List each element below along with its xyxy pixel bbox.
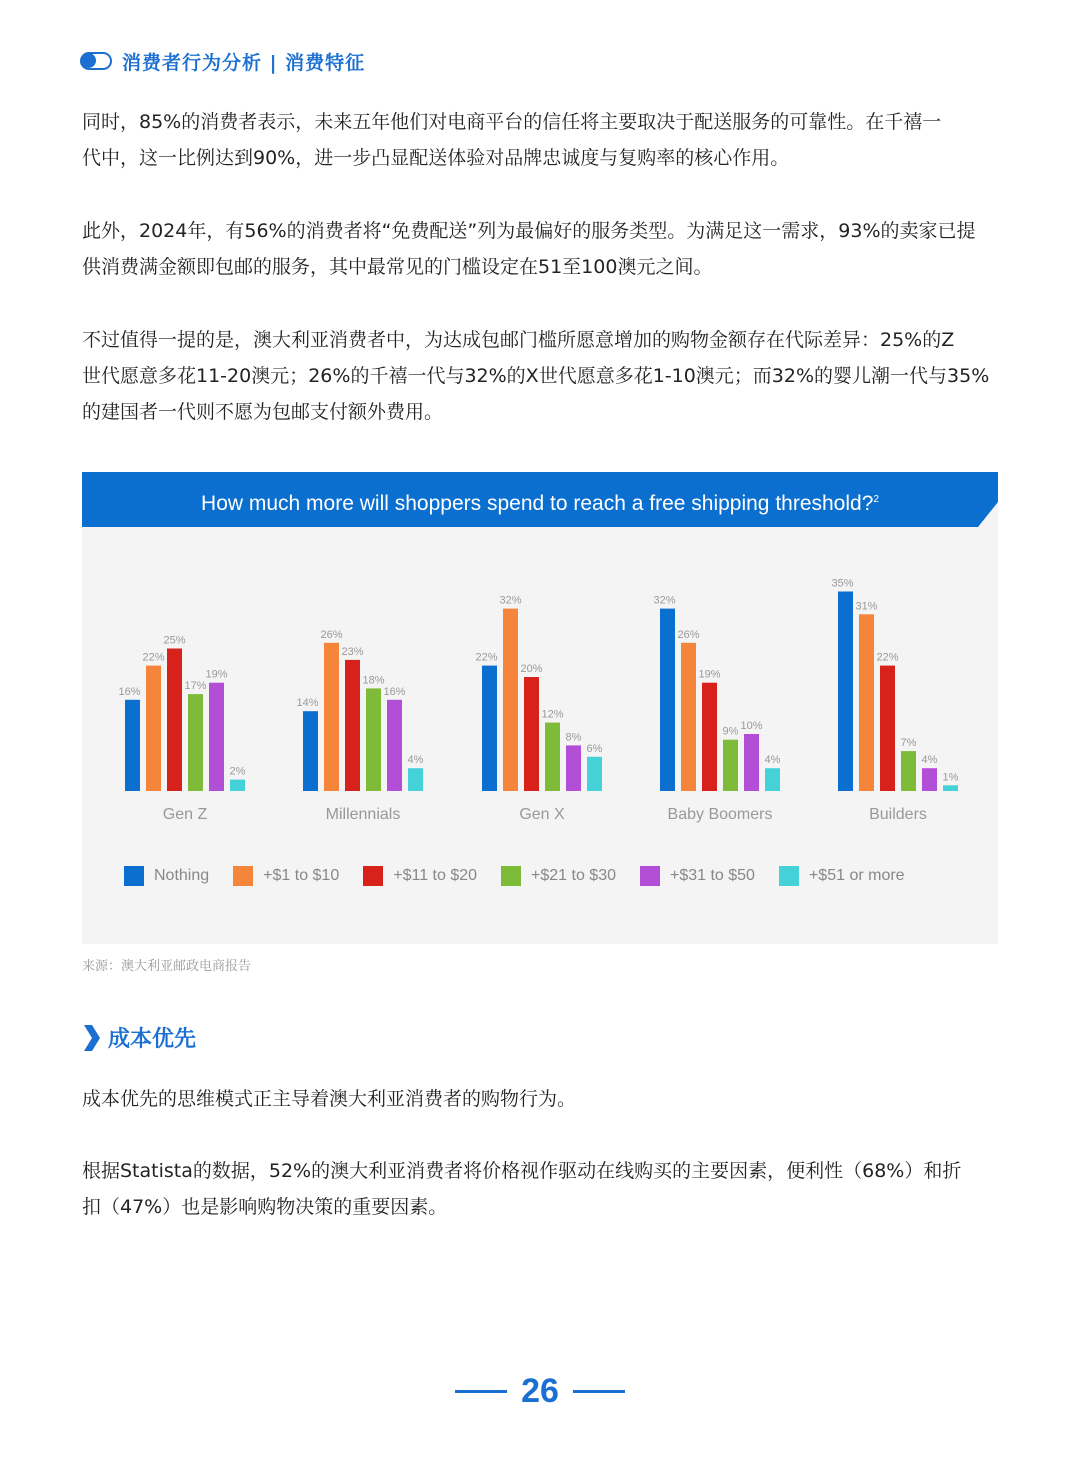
bar-2-3 [545,723,560,791]
paragraph-1: 同时，85%的消费者表示，未来五年他们对电商平台的信任将主要取决于配送服务的可靠性。在千禧一 代中，这一比例达到90%，进一步凸显配送体验对品牌忠诚度与复购率的核心作用。 [82,111,942,169]
paragraph-2: 此外，2024年，有56%的消费者将“免费配送”列为最偏好的服务类型。为满足这一需求，93%的卖家已提 供消费满金额即包邮的服务，其中最常见的门槛设定在51至100澳元之间。 [82,220,976,278]
bar-4-4 [922,768,937,791]
bar-1-2 [345,660,360,791]
data-label-2-2: 20% [520,663,543,675]
data-label-3-2: 19% [698,668,721,681]
chart-title: How much more will shoppers spend to reach a free shipping threshold?$^2$ [201,492,879,515]
legend-item-4 [640,866,755,886]
bar-0-2 [167,649,182,792]
legend-swatch-0 [124,866,144,886]
data-label-4-4: 4% [921,754,938,767]
data-label-0-5: 2% [229,765,246,778]
bar-3-2 [702,683,717,791]
data-label-1-1: 26% [320,628,343,641]
page-number: 26 [521,1372,559,1410]
bar-0-4 [209,683,224,791]
legend-swatch-2 [363,866,383,886]
bar-2-0 [482,666,497,791]
category-label-1: Millennials [325,806,401,823]
legend-item-1 [233,866,339,886]
data-label-4-1: 31% [855,600,878,613]
bar-0-3 [188,694,203,791]
legend-label-1: +$1 to $10 [263,867,340,884]
data-label-1-4: 16% [383,685,406,698]
bar-4-0 [838,592,853,792]
category-label-4: Builders [869,806,927,823]
section-heading [82,1022,196,1053]
data-label-0-1: 22% [142,651,165,664]
legend-label-3: +$21 to $30 [531,867,616,884]
data-label-1-3: 18% [362,674,385,687]
data-label-3-0: 32% [653,594,676,607]
footer-line-right [573,1390,625,1393]
legend-label-4: +$31 to $50 [669,867,755,884]
data-label-0-2: 25% [163,634,186,647]
legend-item-0 [124,866,209,886]
legend-item-2 [363,866,477,886]
bar-1-1 [324,643,339,791]
data-label-4-2: 22% [876,651,899,664]
legend-swatch-5 [779,866,799,886]
bar-1-3 [366,688,381,791]
data-label-0-4: 19% [205,668,228,681]
data-label-4-3: 7% [900,737,917,750]
legend-item-3 [501,866,616,886]
header-title: 消费者行为分析 | 消费特征 [122,51,366,74]
data-label-0-3: 17% [184,680,207,693]
legend-label-2: +$11 to $20 [393,867,478,884]
footer-line-left [455,1390,507,1393]
bar-0-1 [146,666,161,791]
data-label-2-1: 32% [499,594,522,607]
category-label-2: Gen X [519,806,565,823]
section-title: 成本优先 [108,1027,197,1052]
legend-label-0: Nothing [154,867,210,884]
bar-1-4 [387,700,402,791]
data-label-3-5: 4% [764,754,781,767]
page-footer [0,1372,1080,1411]
bar-2-4 [566,745,581,791]
source-note: 来源：澳大利亚邮政电商报告 [82,959,252,974]
bar-3-4 [744,734,759,791]
bar-4-3 [901,751,916,791]
chevron-right-icon [82,1025,100,1051]
data-label-2-4: 8% [565,731,582,744]
data-label-4-5: 1% [942,771,959,784]
legend-swatch-1 [233,866,253,886]
data-label-0-0: 16% [118,685,141,698]
legend-item-5 [779,866,905,886]
bar-3-0 [660,609,675,791]
bar-1-0 [303,711,318,791]
legend-label-5: +$51 or more [808,867,905,884]
bar-chart [82,527,998,857]
bar-3-3 [723,740,738,791]
data-label-3-1: 26% [677,628,700,641]
data-label-4-0: 35% [831,577,854,590]
data-label-2-3: 12% [541,708,564,721]
data-label-1-0: 14% [296,697,319,710]
legend-swatch-3 [501,866,521,886]
bar-2-2 [524,677,539,791]
data-label-3-4: 10% [740,720,763,732]
bar-0-5 [230,780,245,791]
paragraph-3: 不过值得一提的是，澳大利亚消费者中，为达成包邮门槛所愿意增加的购物金额存在代际差异：25%的Z 世代愿意多花11-20澳元；26%的千禧一代与32%的X世代愿意多花1-10澳元；而32%的婴儿潮一代与35% 的建国者一代则不愿为包邮支付额外费用。 [82,329,990,423]
data-label-2-5: 6% [586,742,603,755]
paragraph-5: 根据Statista的数据，52%的澳大利亚消费者将价格视作驱动在线购买的主要因素，便利性（68%）和折 扣（47%）也是影响购物决策的重要因素。 [82,1160,962,1218]
bar-3-1 [681,643,696,791]
bar-2-5 [587,757,602,791]
legend-swatch-4 [640,866,660,886]
page-header [80,44,365,78]
data-label-1-2: 23% [341,645,364,658]
bar-1-5 [408,768,423,791]
data-label-2-0: 22% [475,651,498,664]
category-label-3: Baby Boomers [667,806,773,823]
data-label-1-5: 4% [407,754,424,767]
chart-legend [124,866,929,886]
category-label-0: Gen Z [162,806,208,823]
bar-0-0 [125,700,140,791]
bar-4-5 [943,785,958,791]
chart-panel [82,472,998,944]
bar-3-5 [765,768,780,791]
bar-2-1 [503,609,518,791]
bar-4-2 [880,666,895,791]
data-label-3-3: 9% [722,725,739,738]
bar-4-1 [859,614,874,791]
toggle-icon [80,52,112,70]
paragraph-4: 成本优先的思维模式正主导着澳大利亚消费者的购物行为。 [82,1088,577,1110]
